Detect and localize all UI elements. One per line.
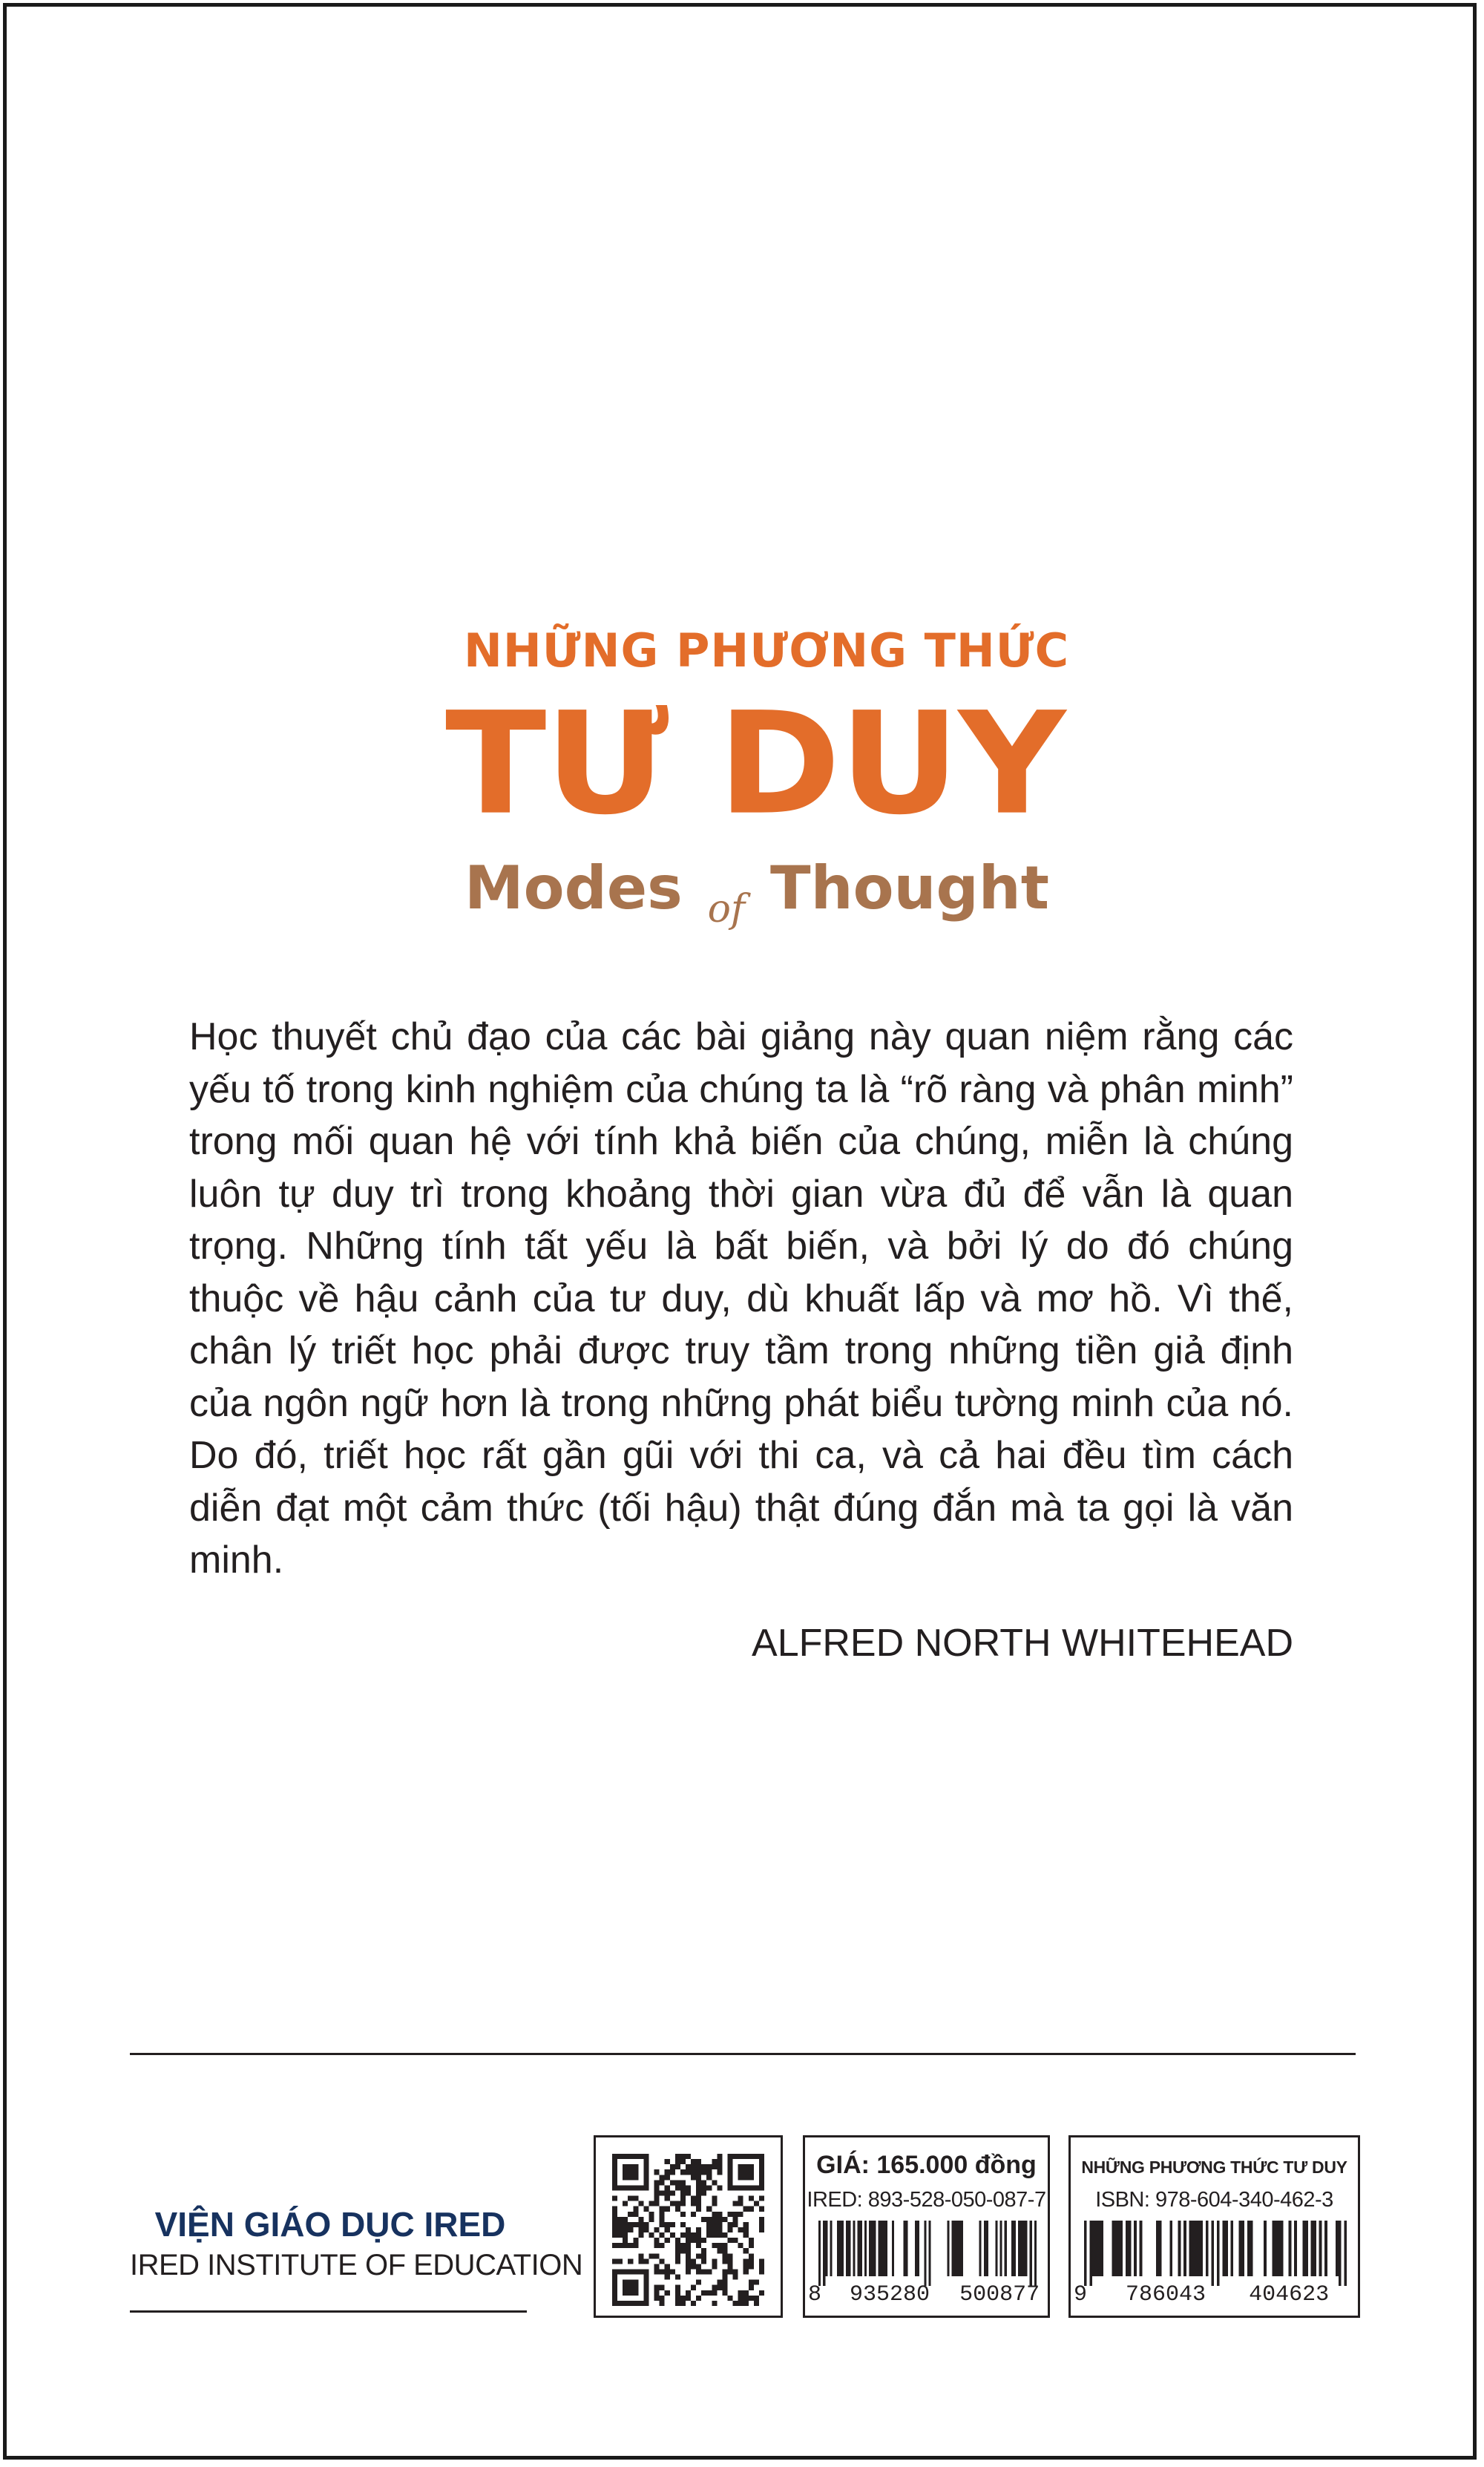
isbn-barcode-box: [1068, 2135, 1360, 2318]
title-english: [460, 854, 1054, 931]
isbn-barcode-digits: [1074, 2282, 1330, 2307]
publisher-name-vi: VIỆN GIÁO DỤC IRED: [154, 2205, 506, 2244]
title-english-modes: Modes: [464, 854, 683, 923]
isbn-barcode-right-digits: 404623: [1249, 2282, 1330, 2307]
price-barcode-left-digits: 935280: [850, 2282, 930, 2307]
price-barcode-digits: [808, 2282, 1040, 2307]
qr-code-icon: [612, 2154, 764, 2306]
publisher-underline: [130, 2310, 527, 2313]
author-name: ALFRED NORTH WHITEHEAD: [752, 1622, 1293, 1665]
isbn-barcode-left-digits: 786043: [1126, 2282, 1206, 2307]
isbn-barcode-first-digit: 9: [1074, 2282, 1088, 2307]
price-barcode-right-digits: 500877: [959, 2282, 1040, 2307]
back-cover-blurb: Học thuyết chủ đạo của các bài giảng này quan niệm rằng các yếu tố trong kinh nghiệm của chúng ta là “rõ ràng và phân minh” trong mối quan hệ với tính khả biến của chúng, miễn là chúng luôn tự duy trì trong khoảng thời gian vừa đủ để vẫn là quan trọng. Những tính tất yếu là bất biến, và bởi lý do đó chúng thuộc về hậu cảnh của tư duy, dù khuất lấp và mơ hồ. Vì thế, chân lý triết học phải được truy tầm trong những tiền giả định của ngôn ngữ hơn là trong những phát biểu tường minh của nó. Do đó, triết học rất gần gũi với thi ca, và cả hai đều tìm cách diễn đạt một cảm thức (tối hậu) thật đúng đắn mà ta gọi là văn minh.: [189, 1015, 1293, 1582]
title-english-of: of: [707, 887, 746, 931]
price-barcode-box: [803, 2135, 1050, 2318]
price-barcode-first-digit: 8: [808, 2282, 822, 2307]
price-label: GIÁ: 165.000 đồng: [816, 2151, 1037, 2179]
ired-code: IRED: 893-528-050-087-7: [807, 2188, 1046, 2212]
qr-code-box: [594, 2135, 783, 2318]
publisher-name-en: IRED INSTITUTE OF EDUCATION: [130, 2249, 583, 2281]
title-main: TƯ DUY: [445, 681, 1065, 847]
title-english-thought: Thought: [770, 854, 1049, 923]
isbn-barcode-icon: [1084, 2221, 1347, 2286]
title-prefix: NHỮNG PHƯƠNG THỨC: [464, 623, 1070, 678]
isbn-book-title: NHỮNG PHƯƠNG THỨC TƯ DUY: [1081, 2158, 1347, 2177]
divider-line: [130, 2053, 1356, 2055]
isbn-number: ISBN: 978-604-340-462-3: [1095, 2188, 1333, 2212]
price-barcode-icon: [818, 2221, 1037, 2286]
